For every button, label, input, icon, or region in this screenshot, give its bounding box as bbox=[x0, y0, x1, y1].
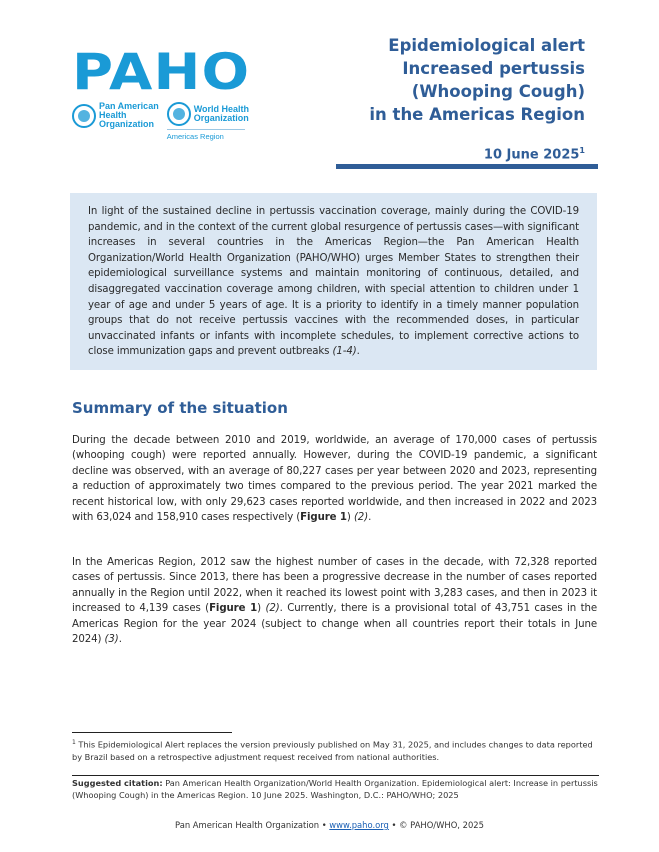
p2-text: In the Americas Region, 2012 saw the highest number of cases in the decade, with 72,328 reported cases of pertussis. Since 2013, there has been a progressive decrease in the number of cases reported annually in the Region until 2022, when it reached its lowest point with 3,283 cases, and then in 2023 it increased to 4,139 cases ( bbox=[72, 557, 597, 615]
figure-1-reference: Figure 1 bbox=[209, 603, 258, 615]
title-line-2: Increased pertussis bbox=[402, 59, 585, 78]
title-line-4: in the Americas Region bbox=[369, 105, 585, 124]
date-text: 10 June 2025 bbox=[483, 147, 580, 163]
who-region: Americas Region bbox=[166, 132, 224, 141]
summary-paragraph-2 bbox=[72, 555, 597, 647]
paho-org-line-3: Organization bbox=[99, 119, 155, 129]
footnote-divider bbox=[72, 732, 232, 733]
paho-org-line-1: Pan American bbox=[99, 101, 159, 111]
title-divider bbox=[336, 164, 598, 169]
who-emblem-icon bbox=[167, 102, 191, 126]
p2-after-figure: ) bbox=[257, 603, 266, 615]
paho-globe-icon bbox=[72, 104, 96, 128]
paho-org-line-2: Health bbox=[99, 110, 127, 120]
p2-middle: . Currently, there is a provisional total of 43,751 cases in the Americas Region for the year 2024 (subject to change when all countries report their totals in June 2024) bbox=[72, 603, 598, 646]
who-line-2: Organization bbox=[193, 113, 249, 123]
footnote-text: This Epidemiological Alert replaces the version previously published on May 31, 2025, and includes changes to data reported by Brazil based on a retrospective adjustment request received from national authorities. bbox=[72, 739, 593, 762]
alert-reference: (1-4) bbox=[332, 346, 357, 358]
title-line-1: Epidemiological alert bbox=[388, 36, 585, 55]
who-org-mark bbox=[167, 102, 249, 141]
footer-copyright: • © PAHO/WHO, 2025 bbox=[388, 820, 484, 830]
citation-text: Pan American Health Organization/World Health Organization. Epidemiological alert: Increase in pertussis (Whooping Cough) in the Americas Region. 10 June 2025. Washington, D.C.: PAHO/WHO; 2025 bbox=[72, 778, 598, 800]
citation-label: Suggested citation: bbox=[72, 778, 163, 788]
document-date bbox=[369, 146, 585, 162]
footnote-marker: 1 bbox=[72, 739, 76, 746]
section-heading-summary: Summary of the situation bbox=[72, 399, 288, 417]
suggested-citation bbox=[72, 778, 599, 801]
alert-summary-box bbox=[70, 193, 597, 370]
p1-after-figure: ) bbox=[346, 512, 354, 524]
footnote bbox=[72, 737, 599, 763]
footer-org: Pan American Health Organization • bbox=[175, 820, 330, 830]
alert-summary-text bbox=[88, 204, 579, 360]
title-line-3: (Whooping Cough) bbox=[411, 82, 585, 101]
p1-text: During the decade between 2010 and 2019, worldwide, an average of 170,000 cases of pertussis (whooping cough) were reported annually. However, during the COVID-19 pandemic, a significant decline was observed, with an average of 80,227 cases per year between 2020 and 2023, representing a reduction of approximately two times compared to the previous period. The year 2021 marked the recent historical low, with only 29,623 cases reported worldwide, and then increased in 2022 and 2023 with 63,024 and 158,910 cases respectively ( bbox=[72, 435, 597, 524]
summary-paragraph-1 bbox=[72, 433, 597, 525]
paho-website-link[interactable]: www.paho.org bbox=[329, 820, 389, 830]
p2-reference: (2) bbox=[265, 603, 280, 615]
paho-org-mark bbox=[72, 102, 159, 129]
p1-end: . bbox=[368, 512, 372, 524]
document-title bbox=[369, 34, 585, 162]
paho-wordmark: PAHO bbox=[72, 43, 251, 101]
alert-text-body: In light of the sustained decline in pertussis vaccination coverage, mainly during the COVID-19 pandemic, and in the context of the current global resurgence of pertussis cases—with significant increases in several countries in the Americas Region—the Pan American Health Organization/World Health Organization (PAHO/WHO) urges Member States to strengthen their epidemiological surveillance systems and maintain monitoring of continuous, detailed, and disaggregated vaccination coverage among children, with special attention to children under 1 year of age and under 5 years of age. It is a priority to identify in a timely manner population groups that do not receive pertussis vaccines with the recommended doses, in particular unvaccinated infants or infants with incomplete schedules, to implement corrective actions to close immunization gaps and prevent outbreaks bbox=[88, 206, 579, 358]
figure-1-reference: Figure 1 bbox=[300, 512, 347, 524]
who-divider bbox=[167, 129, 245, 130]
page-footer bbox=[0, 820, 659, 830]
who-line-1: World Health bbox=[193, 104, 250, 114]
citation-divider bbox=[72, 775, 599, 776]
date-footnote-marker[interactable]: 1 bbox=[579, 146, 585, 155]
p1-reference: (2) bbox=[353, 512, 369, 524]
paho-logo bbox=[72, 43, 272, 141]
alert-text-end: . bbox=[356, 346, 360, 358]
p2-reference-2: (3) bbox=[104, 634, 119, 646]
p2-end: . bbox=[118, 634, 122, 646]
